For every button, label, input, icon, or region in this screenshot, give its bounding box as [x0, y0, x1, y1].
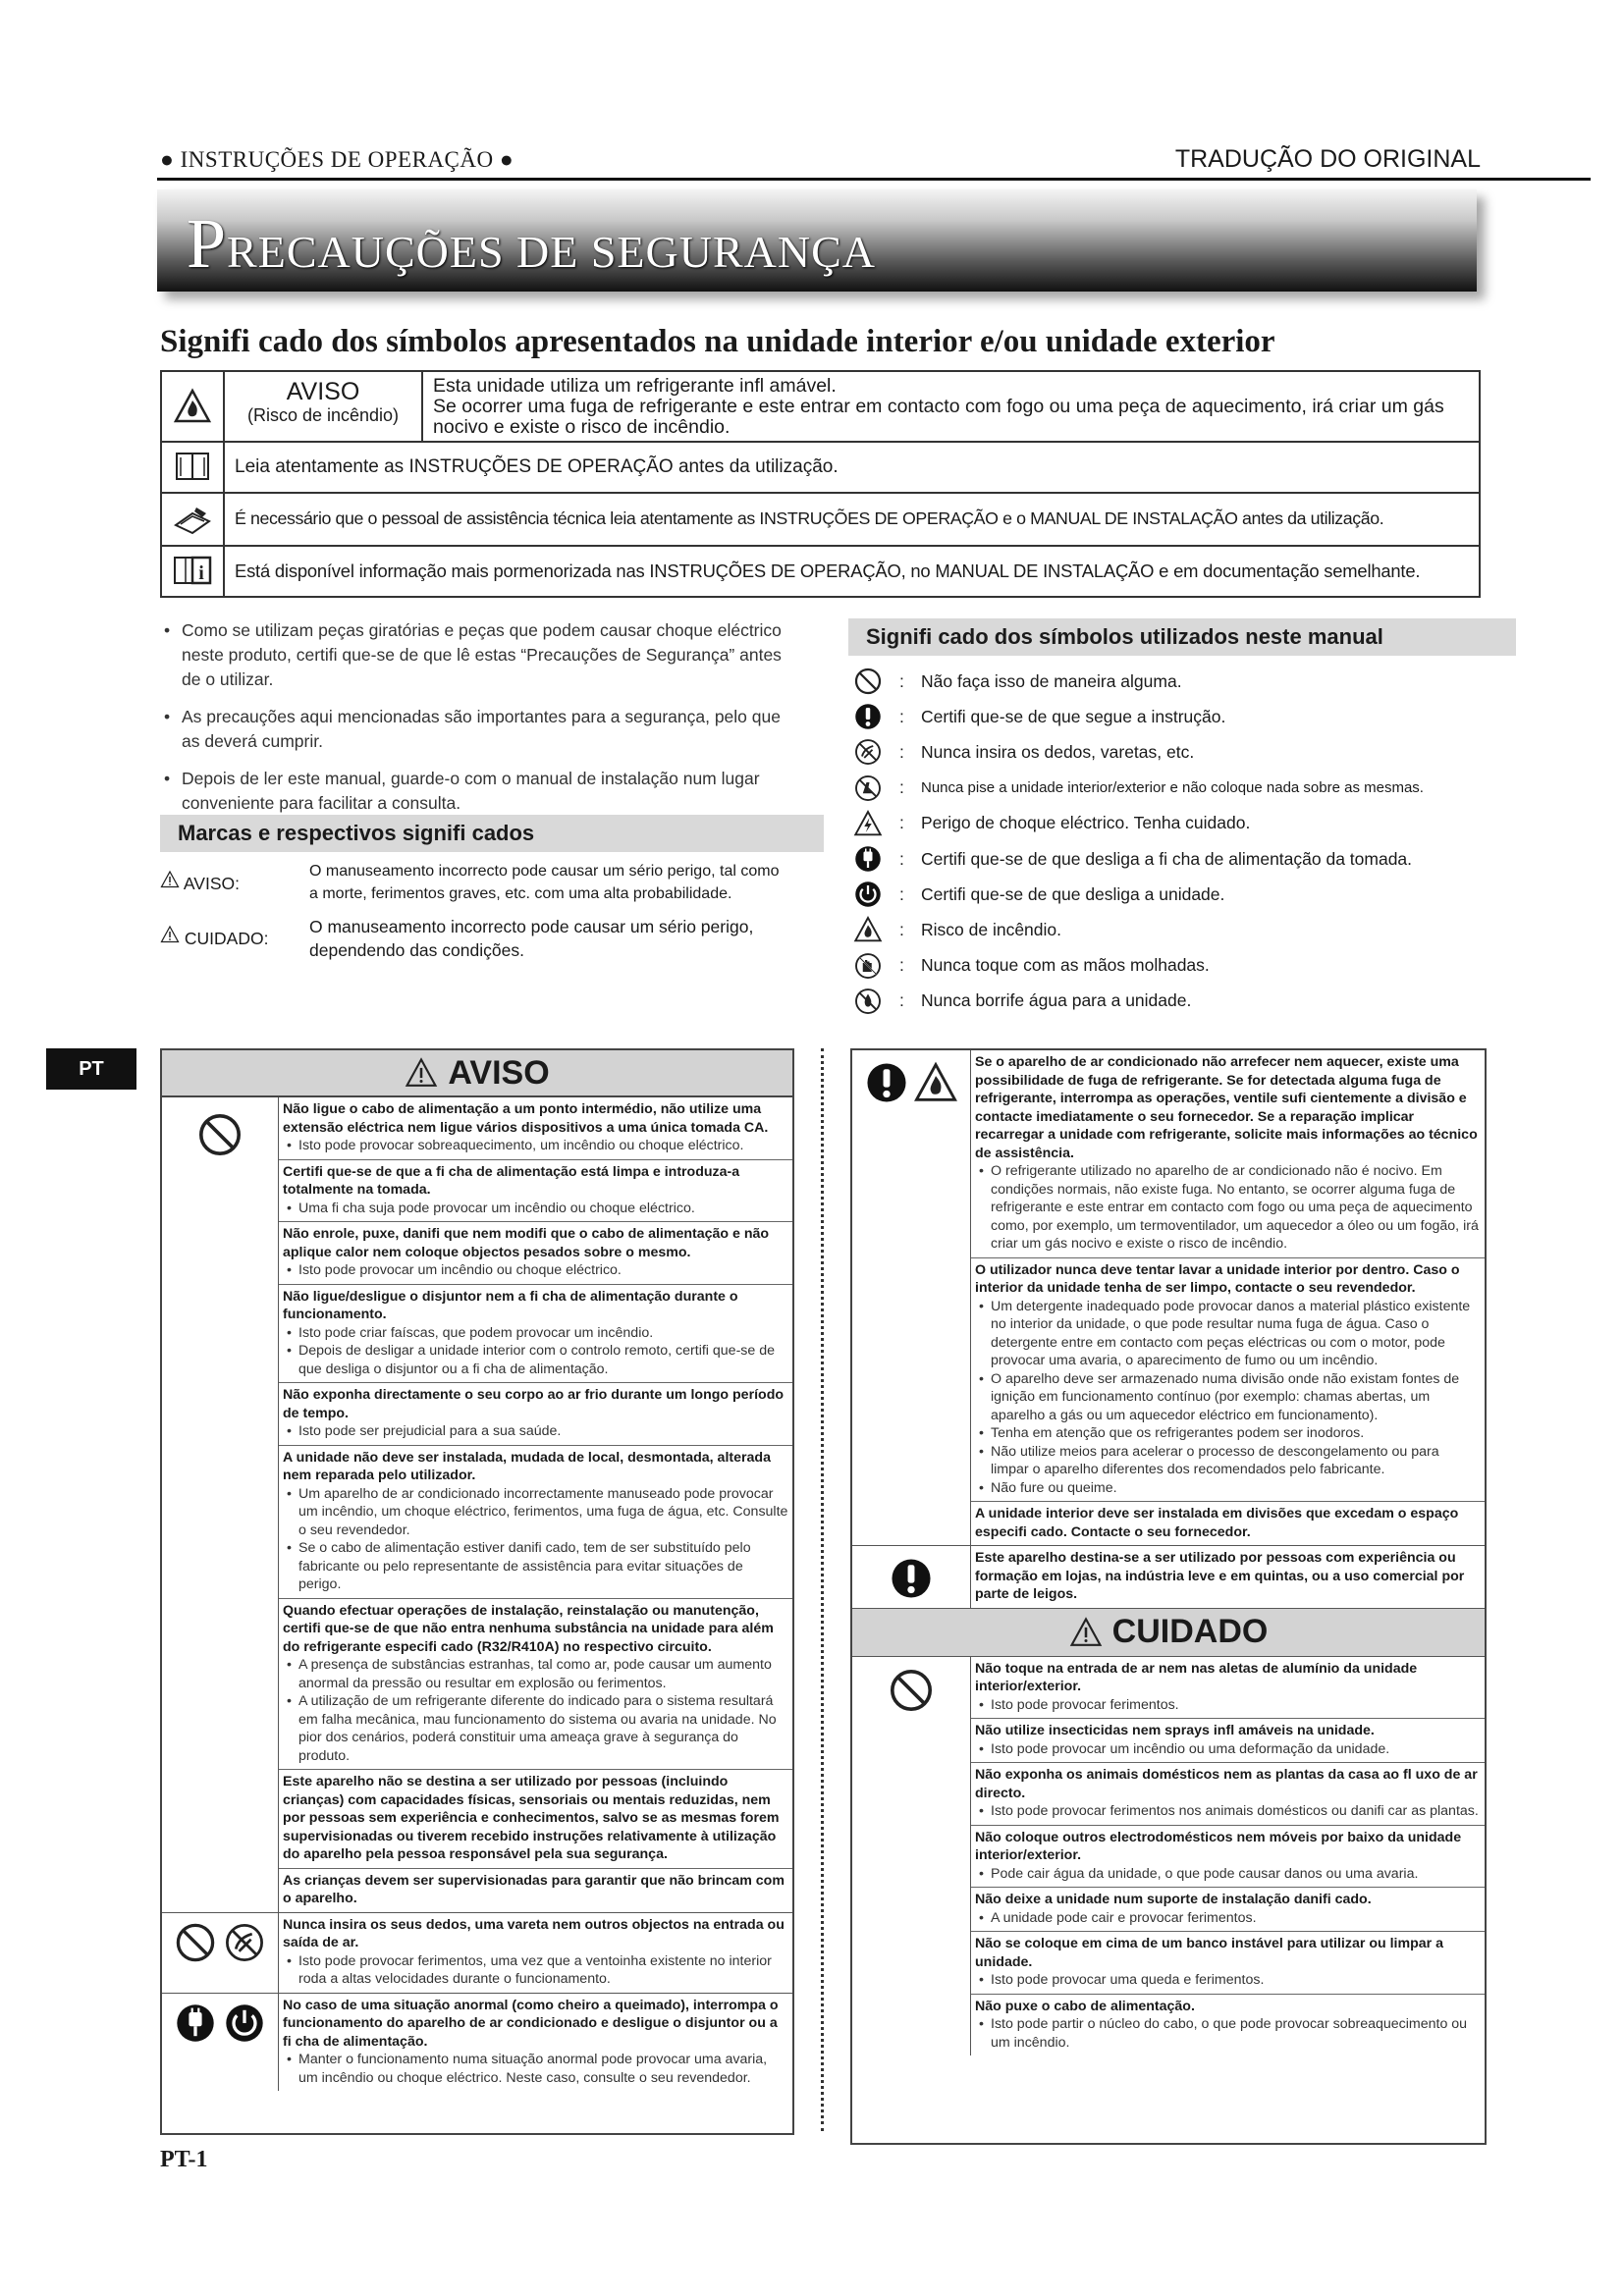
manual-symbols-heading: Signifi cado dos símbolos utilizados neste manual	[848, 618, 1516, 656]
warning-item-detail: • O refrigerante utilizado no aparelho de ar condicionado não é nocivo. Em condições normais, não existe fuga. No entanto, se ocorrer alguma fuga de refrigerante e este entrar em contacto com fogo ou uma peça de aquecimento como, por exemplo, um termoventilador, um aquecedor a óleo ou um fogão, irá criar um gás nocivo e existe o risco de incêndio.	[975, 1162, 1481, 1254]
warning-item-heading: Se o aparelho de ar condicionado não arrefecer nem aquecer, existe uma possibilidade de fuga de refrigerante. Se for detectada alguma fuga de refrigerante, interrompa as operações, ventile sufi cientemente a divisão e contacte imediatamente o seu fornecedor. Se a reparação implicar recarregar a unidade com refrigerante, solicite mais informações ao técnico de assistência.	[975, 1054, 1478, 1161]
manual-symbol-text: Não faça isso de maneira alguma.	[921, 670, 1182, 691]
prohibited-icon	[174, 1921, 217, 1964]
marca-aviso-text: O manuseamento incorrecto pode causar um sério perigo, tal como a morte, ferimentos graves, etc. com uma alta probabilidade.	[309, 863, 780, 902]
aviso-group-prohibited	[162, 1097, 792, 1913]
marca-cuidado	[160, 915, 788, 962]
service-manual-icon	[162, 494, 225, 545]
aviso-group-fingers	[162, 1913, 792, 1994]
manual-symbol-text: Risco de incêndio.	[921, 919, 1061, 939]
marca-cuidado-text: O manuseamento incorrecto pode causar um sério perigo, dependendo das condições.	[309, 917, 754, 960]
prohibited-icon	[162, 1097, 279, 1912]
title-rest: RECAUÇÕES DE SEGURANÇA	[227, 227, 876, 277]
warning-item-heading: Não utilize insecticidas nem sprays infl amáveis na unidade.	[975, 1723, 1375, 1738]
fire-risk-icon	[848, 915, 888, 944]
aviso-sub: (Risco de incêndio)	[246, 405, 400, 425]
warning-triangle-icon	[1069, 1616, 1103, 1649]
warning-item-heading: Não exponha os animais domésticos nem as plantas da casa ao fl uxo de ar directo.	[975, 1767, 1478, 1801]
manual-symbol-text: Nunca toque com as mãos molhadas.	[921, 955, 1210, 976]
warning-item-heading: Não puxe o cabo de alimentação.	[975, 1998, 1195, 2014]
aviso-box-header	[162, 1050, 792, 1097]
warning-item-detail: • Não utilize meios para acelerar o processo de descongelamento ou para limpar o aparelho diferentes dos recomendados pelo fabricante.	[975, 1443, 1481, 1479]
marca-aviso-key	[160, 860, 309, 905]
warning-item-detail: • O aparelho deve ser armazenado numa divisão onde não existam fontes de ignição em funcionamento contínuo (por exemplo: chamas abertas, um aparelho a gás ou um aquecedor eléctrico em funcionamento).	[975, 1370, 1481, 1425]
warning-item-detail: • Pode cair água da unidade, o que pode causar danos ou uma avaria.	[975, 1865, 1481, 1884]
column-divider	[821, 1048, 824, 2131]
cuidado-title: CUIDADO	[1111, 1613, 1269, 1650]
marca-cuidado-label: CUIDADO:	[184, 929, 269, 948]
marca-aviso	[160, 860, 788, 905]
warning-item-detail: • Uma fi cha suja pode provocar um incêndio ou choque eléctrico.	[283, 1200, 788, 1218]
warning-item-detail: • Tenha em atenção que os refrigerantes podem ser inodoros.	[975, 1424, 1481, 1443]
warning-item	[279, 1222, 792, 1285]
warning-item-heading: Quando efectuar operações de instalação, reinstalação ou manutenção, certifi que-se de que não entra nenhuma substância na unidade para além do refrigerante especifi cado (R32/R410A) no respectivo circuito.	[283, 1602, 774, 1655]
language-tab: PT	[46, 1048, 136, 1090]
exclamation-fire-icons	[852, 1050, 971, 1545]
symbols-row-service	[160, 492, 1481, 545]
exclamation-icon	[852, 1546, 971, 1608]
right-group-items	[971, 1050, 1485, 1545]
warning-item-heading: Não toque na entrada de ar nem nas aletas de alumínio da unidade interior/exterior.	[975, 1660, 1418, 1694]
aviso-box	[160, 1048, 794, 2135]
warning-item-heading: A unidade interior deve ser instalada em divisões que excedam o espaço especifi cado. Contacte o seu fornecedor.	[975, 1506, 1459, 1540]
fire-risk-icon	[162, 372, 225, 441]
warning-item-heading: Não exponha directamente o seu corpo ao ar frio durante um longo período de tempo.	[283, 1387, 785, 1421]
symbols-heading: Signifi cado dos símbolos apresentados na unidade interior e/ou unidade exterior	[160, 324, 1275, 359]
no-wet-hands-icon	[848, 951, 888, 981]
marca-cuidado-key	[160, 915, 309, 962]
warning-item	[971, 1932, 1485, 1995]
warning-item-heading: A unidade não deve ser instalada, mudada de local, desmontada, alterada nem reparada pelo utilizador.	[283, 1449, 771, 1483]
warning-item-detail: • Manter o funcionamento numa situação anormal pode provocar uma avaria, um incêndio ou choque eléctrico. Neste caso, consulte o seu revendedor.	[283, 2051, 788, 2087]
manual-symbol-text: Certifi que-se de que desliga a fi cha de alimentação da tomada.	[921, 848, 1413, 869]
intro-bullet: • As precauções aqui mencionadas são importantes para a segurança, pelo que as deverá cumprir.	[160, 705, 788, 754]
aviso-group-items	[279, 1913, 792, 1993]
page-number: PT-1	[160, 2147, 208, 2172]
info-book-icon	[162, 547, 225, 596]
manual-symbol-text: Nunca borrife água para a unidade.	[921, 990, 1192, 1011]
warning-item	[971, 1546, 1485, 1608]
unplug-icon	[848, 844, 888, 874]
electric-shock-icon	[848, 809, 888, 838]
warning-item	[971, 1826, 1485, 1889]
warning-item	[279, 1994, 792, 2092]
cuidado-group	[852, 1657, 1485, 2056]
aviso-group-items	[279, 1994, 792, 2092]
aviso-group-items	[279, 1097, 792, 1912]
warning-item	[279, 1446, 792, 1599]
warning-item-detail: • Se o cabo de alimentação estiver danifi cado, tem de ser substituído pelo fabricante ou pelo representante de assistência para evitar situações de perigo.	[283, 1539, 788, 1594]
title-first-letter: P	[187, 204, 228, 283]
cuidado-items	[971, 1657, 1485, 2056]
aviso-description	[423, 372, 1479, 441]
symbols-row-aviso	[160, 370, 1481, 441]
marca-aviso-label: AVISO:	[183, 874, 240, 893]
manual-symbols-list	[848, 664, 1496, 1019]
aviso-label: AVISO	[286, 378, 360, 405]
symbols-row-info	[160, 545, 1481, 598]
warning-item-detail: • A presença de substâncias estranhas, tal como ar, pode causar um aumento anormal da pressão ou resultar em explosão ou ferimentos.	[283, 1656, 788, 1692]
warning-item-heading: Não se coloque em cima de um banco instável para utilizar ou limpar a unidade.	[975, 1936, 1443, 1970]
warning-item-detail: • Isto pode partir o núcleo do cabo, o que pode provocar sobreaquecimento ou um incêndio.	[975, 2015, 1481, 2052]
warning-item-detail: • Um detergente inadequado pode provocar danos a material plástico existente no interior da unidade, o que pode resultar numa fuga de água. Caso o detergente entre em contacto com peças eléctricas ou com o motor, pode provocar uma avaria, o aparecimento de fumo ou um incêndio.	[975, 1298, 1481, 1370]
warning-triangle-icon	[405, 1056, 438, 1090]
intro-bullet: • Como se utilizam peças giratórias e peças que podem causar choque eléctrico neste produto, certifi que-se de que lê estas “Precauções de Segurança” antes de o utilizar.	[160, 618, 788, 692]
prohibited-fingers-icons	[162, 1913, 279, 1993]
intro-bullet: • Depois de ler este manual, guarde-o com o manual de instalação num lugar conveniente para facilitar a consulta.	[160, 767, 788, 816]
aviso-group-abnormal	[162, 1994, 792, 2092]
book-icon	[162, 443, 225, 492]
warning-item	[279, 1770, 792, 1869]
warning-item-heading: O utilizador nunca deve tentar lavar a unidade interior por dentro. Caso o interior da unidade tenha de ser limpo, contacte o seu revendedor.	[975, 1261, 1460, 1296]
manual-symbol-item: : Nunca insira os dedos, varetas, etc.	[848, 734, 1496, 770]
warning-item-heading: As crianças devem ser supervisionadas para garantir que não brincam com o aparelho.	[283, 1872, 785, 1906]
unplug-icon	[174, 2002, 217, 2045]
warning-item	[279, 1285, 792, 1384]
warning-item-detail: • Isto pode provocar uma queda e ferimentos.	[975, 1971, 1481, 1990]
manual-symbol-text: Nunca pise a unidade interior/exterior e não coloque nada sobre as mesmas.	[921, 779, 1424, 797]
warning-item-heading: Nunca insira os seus dedos, uma vareta nem outros objectos na entrada ou saída de ar.	[283, 1916, 785, 1950]
warning-item-detail: • Não fure ou queime.	[975, 1479, 1481, 1498]
switch-off-icon	[223, 2002, 266, 2045]
warning-item	[971, 1258, 1485, 1503]
right-warning-box	[850, 1048, 1487, 2145]
manual-symbol-text: Certifi que-se de que segue a instrução.	[921, 706, 1226, 726]
no-fingers-icon	[848, 737, 888, 767]
manual-symbol-item: : Certifi que-se de que desliga a unidade.	[848, 877, 1496, 912]
warning-item	[971, 1050, 1485, 1258]
symbols-row-read	[160, 441, 1481, 492]
warning-item-detail: • Isto pode provocar sobreaquecimento, um incêndio ou choque eléctrico.	[283, 1137, 788, 1155]
warning-item-heading: Este aparelho destina-se a ser utilizado por pessoas com experiência ou formação em lojas, na indústria leve e em quintas, ou a uso comercial por parte de leigos.	[975, 1550, 1465, 1602]
warning-item	[279, 1913, 792, 1993]
right-group-items	[971, 1546, 1485, 1608]
warning-item	[279, 1599, 792, 1771]
marcas-heading: Marcas e respectivos signifi cados	[160, 815, 824, 852]
warning-item-detail: • Isto pode ser prejudicial para a sua saúde.	[283, 1422, 788, 1441]
warning-item-detail: • Isto pode provocar ferimentos, uma vez que a ventoinha existente no interior roda a altas velocidades durante o funcionamento.	[283, 1952, 788, 1989]
warning-item-heading: No caso de uma situação anormal (como cheiro a queimado), interrompa o funcionamento do aparelho de ar condicionado e desligue o disjuntor ou a fi cha de alimentação.	[283, 1997, 779, 2050]
warning-item	[279, 1097, 792, 1160]
manual-symbol-item: : Nunca toque com as mãos molhadas.	[848, 948, 1496, 984]
warning-item-heading: Não ligue o cabo de alimentação a um ponto intermédio, não utilize uma extensão eléctrica nem ligue vários dispositivos a uma única tomada CA.	[283, 1101, 769, 1136]
warning-item-heading: Certifi que-se de que a fi cha de alimentação está limpa e introduza-a totalmente na tomada.	[283, 1163, 740, 1198]
warning-item-detail: • Isto pode provocar ferimentos nos animais domésticos ou danifi car as plantas.	[975, 1802, 1481, 1821]
manual-symbol-item: : Nunca pise a unidade interior/exterior e não coloque nada sobre as mesmas.	[848, 771, 1496, 806]
warning-item-detail: • A utilização de um refrigerante diferente do indicado para o sistema resultará em falha mecânica, mau funcionamento do sistema ou avaria na unidade. No pior dos cenários, poderá constituir uma ameaça grave à segurança do produto.	[283, 1692, 788, 1765]
manual-symbol-text: Perigo de choque eléctrico. Tenha cuidado.	[921, 813, 1251, 833]
no-fingers-icon	[223, 1921, 266, 1964]
warning-triangle-icon	[160, 925, 180, 944]
manual-symbol-item: : Certifi que-se de que segue a instrução.	[848, 699, 1496, 734]
warning-item-detail: • Isto pode provocar um incêndio ou uma deformação da unidade.	[975, 1740, 1481, 1759]
warning-item-detail: • Depois de desligar a unidade interior com o controlo remoto, certifi que-se de que desliga o disjuntor ou a fi cha de alimentação.	[283, 1342, 788, 1378]
cuidado-header	[852, 1608, 1485, 1657]
page-title	[187, 203, 876, 285]
warning-triangle-icon	[160, 870, 180, 889]
warning-item-heading: Este aparelho não se destina a ser utilizado por pessoas (incluindo crianças) com capacidades físicas, sensoriais ou mentais reduzidas, nem por pessoas sem experiência e conhecimentos, salvo se as mesmas forem supervisionadas ou tiverem recebido instruções relativamente à utilização do aparelho pela pessoa responsável pela sua segurança.	[283, 1774, 780, 1862]
manual-symbol-text: Certifi que-se de que desliga a unidade.	[921, 883, 1225, 904]
prohibited-icon	[852, 1657, 971, 2056]
warning-item	[279, 1160, 792, 1223]
symbols-row-service-text: É necessário que o pessoal de assistência técnica leia atentamente as INSTRUÇÕES DE OPERAÇÃO e o MANUAL DE INSTALAÇÃO antes da utilização.	[235, 508, 1384, 528]
warning-item-detail: • Isto pode provocar ferimentos.	[975, 1696, 1481, 1715]
marcas-list	[160, 860, 788, 972]
warning-item	[971, 1888, 1485, 1932]
prohibited-icon	[848, 667, 888, 696]
warning-item	[279, 1869, 792, 1912]
intro-bullets	[160, 618, 788, 828]
switch-off-icon	[848, 880, 888, 909]
header-section-label: ● INSTRUÇÕES DE OPERAÇÃO ●	[160, 147, 514, 172]
unplug-switch-icons	[162, 1994, 279, 2092]
right-group-leak	[852, 1050, 1485, 1546]
manual-symbol-item: : Nunca borrife água para a unidade.	[848, 984, 1496, 1019]
warning-item-heading: Não enrole, puxe, danifi que nem modifi que o cabo de alimentação e não aplique calor nem coloque objectos pesados sobre o mesmo.	[283, 1226, 770, 1260]
warning-item-detail: • Isto pode criar faíscas, que podem provocar um incêndio.	[283, 1324, 788, 1343]
warning-item-heading: Não coloque outros electrodomésticos nem móveis por baixo da unidade interior/exterior.	[975, 1829, 1462, 1863]
right-group-professional	[852, 1546, 1485, 1608]
manual-symbol-item: : Perigo de choque eléctrico. Tenha cuidado.	[848, 806, 1496, 841]
warning-item-heading: Não ligue/desligue o disjuntor nem a fi cha de alimentação durante o funcionamento.	[283, 1288, 738, 1322]
symbols-row-info-text: Está disponível informação mais pormenorizada nas INSTRUÇÕES DE OPERAÇÃO, no MANUAL DE INSTALAÇÃO e em documentação semelhante.	[235, 561, 1421, 581]
aviso-line-1: Esta unidade utiliza um refrigerante infl amável.	[433, 375, 837, 397]
title-banner	[157, 189, 1477, 292]
aviso-cell	[225, 372, 423, 441]
warning-item	[971, 1719, 1485, 1763]
warning-item	[971, 1995, 1485, 2056]
warning-item	[279, 1383, 792, 1446]
no-water-spray-icon	[848, 987, 888, 1016]
warning-item-detail: • Isto pode provocar um incêndio ou choque eléctrico.	[283, 1261, 788, 1280]
warning-item-detail: • A unidade pode cair e provocar ferimentos.	[975, 1909, 1481, 1928]
header-divider	[157, 178, 1591, 181]
warning-item	[971, 1657, 1485, 1720]
fire-risk-icon	[913, 1060, 958, 1105]
warning-item	[971, 1763, 1485, 1826]
header-translation-label: TRADUÇÃO DO ORIGINAL	[1174, 145, 1481, 173]
exclamation-icon	[864, 1060, 909, 1105]
warning-item	[971, 1502, 1485, 1545]
symbols-row-read-text: Leia atentamente as INSTRUÇÕES DE OPERAÇÃO antes da utilização.	[235, 456, 839, 477]
manual-symbol-text: Nunca insira os dedos, varetas, etc.	[921, 741, 1195, 762]
manual-symbol-item: : Certifi que-se de que desliga a fi cha de alimentação da tomada.	[848, 841, 1496, 877]
manual-symbol-item: : Risco de incêndio.	[848, 912, 1496, 947]
no-step-icon	[848, 774, 888, 803]
warning-item-detail: • Um aparelho de ar condicionado incorrectamente manuseado pode provocar um incêndio, um choque eléctrico, ferimentos, uma fuga de água, etc. Consulte o seu revendedor.	[283, 1485, 788, 1540]
symbols-table	[160, 370, 1481, 598]
aviso-line-2: Se ocorrer uma fuga de refrigerante e este entrar em contacto com fogo ou uma peça de aquecimento, irá criar um gás nocivo e existe o risco de incêndio.	[433, 396, 1444, 438]
aviso-box-title: AVISO	[448, 1053, 550, 1092]
manual-symbol-item: : Não faça isso de maneira alguma.	[848, 664, 1496, 699]
exclamation-icon	[848, 702, 888, 731]
warning-item-heading: Não deixe a unidade num suporte de instalação danifi cado.	[975, 1892, 1372, 1907]
